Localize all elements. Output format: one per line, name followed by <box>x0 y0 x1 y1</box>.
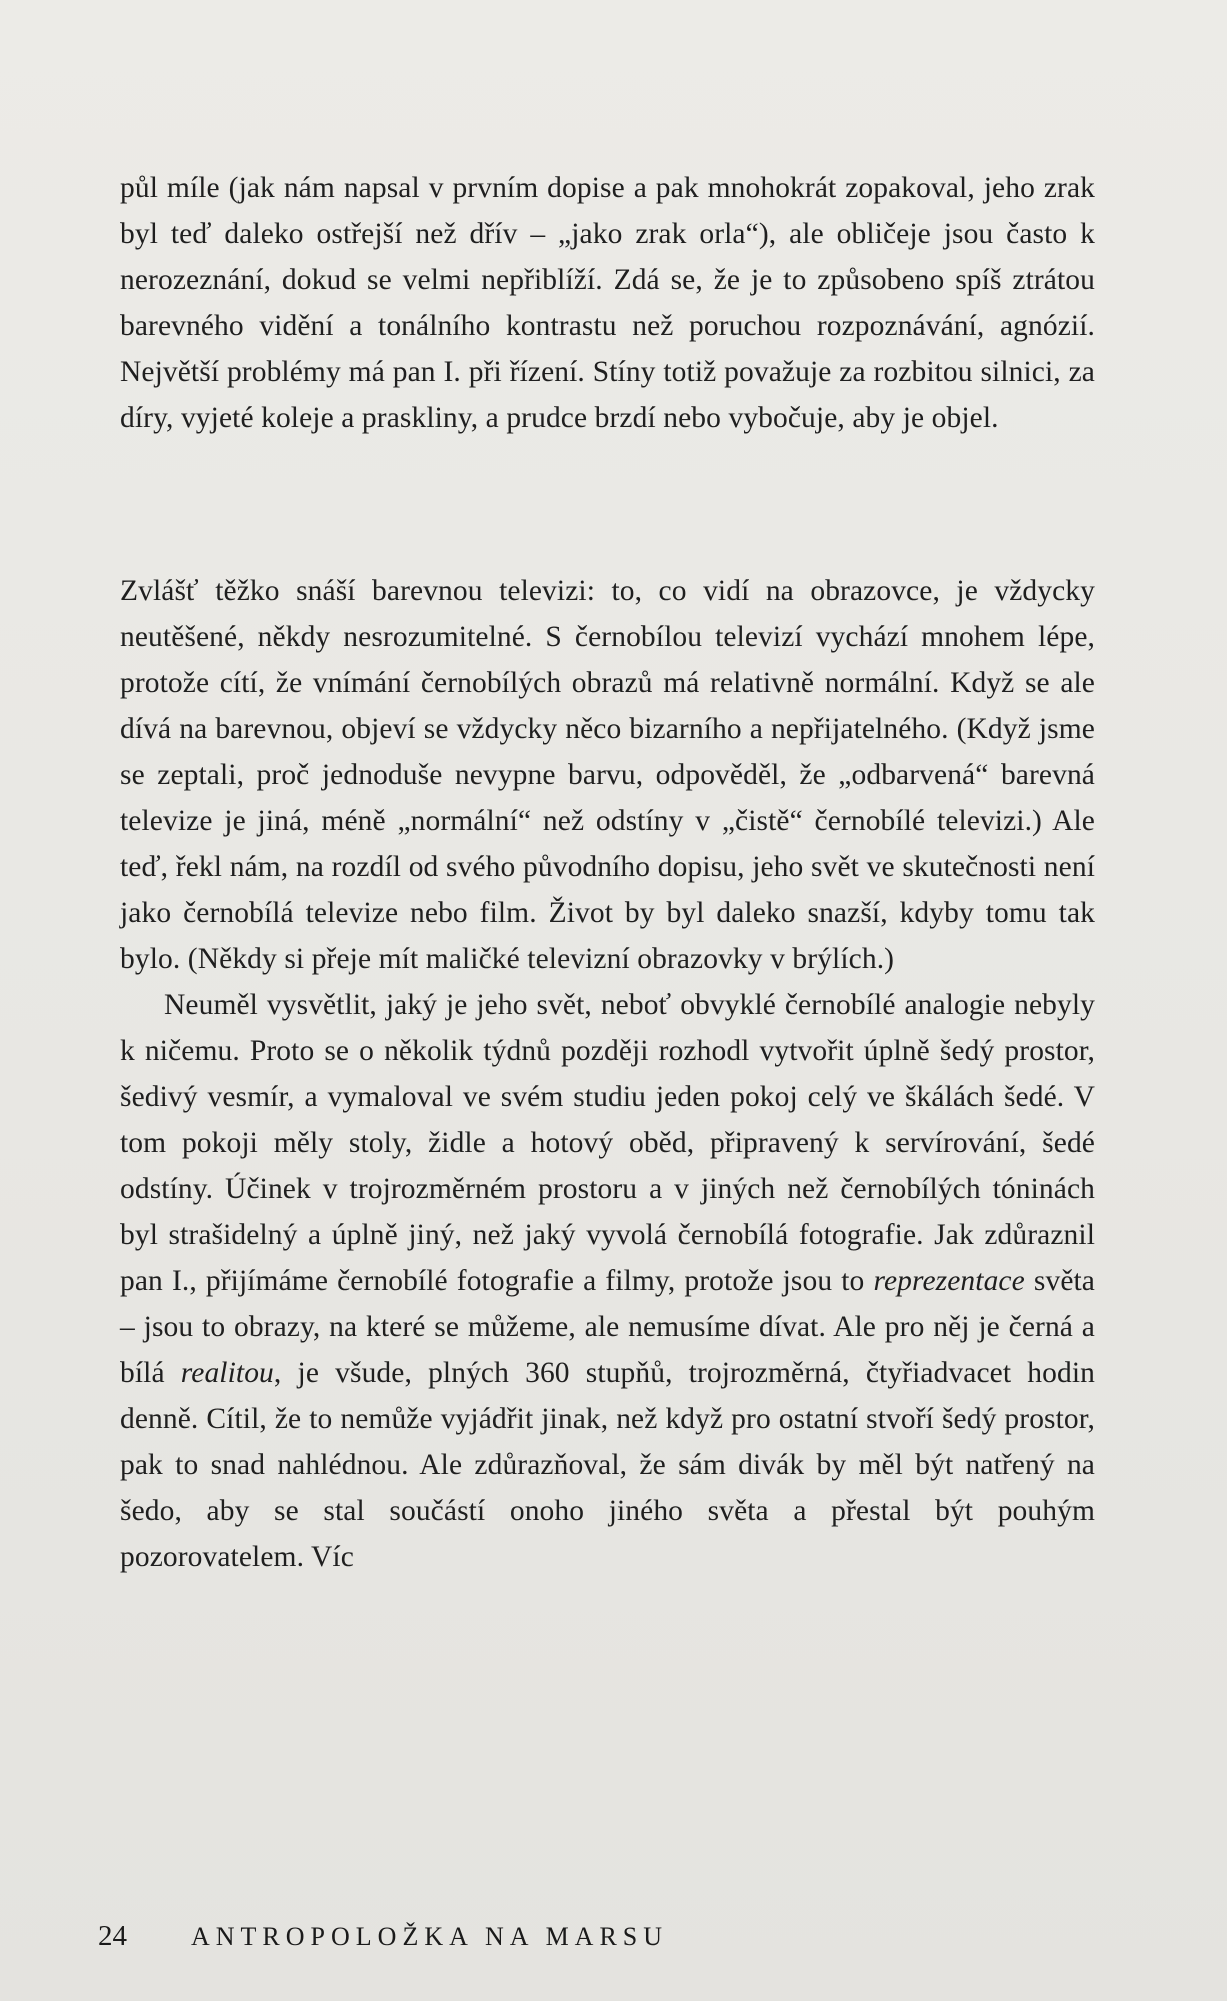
page-number: 24 <box>98 1920 127 1952</box>
running-head: ANTROPOLOŽKA NA MARSU <box>191 1922 669 1951</box>
page-footer <box>98 1920 668 1953</box>
paragraph-3-text-c: , je všude, plných 360 stupňů, trojrozměrná, čtyřiadvacet hodin denně. Cítil, že to nemůže vyjádřit jinak, než když pro ostatní stvoří šedý prostor, pak to snad nahlédnou. Ale zdůrazňoval, že sám divák by měl být natřený na šedo, aby se stal součástí onoho jiného světa a přestal být pouhým pozorovatelem. Víc <box>120 1357 1095 1573</box>
paragraph-1-text: půl míle (jak nám napsal v prvním dopise a pak mnohokrát zopakoval, jeho zrak byl teď daleko ostřejší než dřív – „jako zrak orla“), ale obličeje jsou často k nerozeznání, dokud se velmi nepřiblíží. Zdá se, že je to způsobeno spíš ztrátou barevného vidění a tonálního kontrastu než poruchou rozpoznávání, agnózií. Největší problémy má pan I. při řízení. Stíny totiž považuje za rozbitou silnici, za díry, vyjeté koleje a praskliny, a prudce brzdí nebo vybočuje, aby je objel. <box>120 172 1095 434</box>
paragraph-1 <box>120 165 1095 441</box>
paragraph-3-italic-reprezentace: reprezentace <box>873 1265 1025 1297</box>
paragraph-2-text: Zvlášť těžko snáší barevnou televizi: to, co vidí na obrazovce, je vždycky neutěšené, někdy nesrozumitelné. S černobílou televizí vychází mnohem lépe, protože cítí, že vnímání černobílých obrazů má relativně normální. Když se ale dívá na barevnou, objeví se vždycky něco bizarního a nepřijatelného. (Když jsme se zeptali, proč jednoduše nevypne barvu, odpověděl, že „odbarvená“ barevná televize je jiná, méně „normální“ než odstíny v „čistě“ černobílé televizi.) Ale teď, řekl nám, na rozdíl od svého původního dopisu, jeho svět ve skutečnosti není jako černobílá televize nebo film. Život by byl daleko snazší, kdyby tomu tak bylo. (Někdy si přeje mít maličké televizní obrazovky v brýlích.) <box>120 575 1095 975</box>
paragraph-2 <box>120 568 1095 982</box>
paragraph-3 <box>120 982 1095 1580</box>
paragraph-3-italic-realitou: realitou <box>180 1357 274 1389</box>
body-text-top <box>120 165 1095 441</box>
paragraph-3-text-a: Neuměl vysvětlit, jaký je jeho svět, neboť obvyklé černobílé analogie nebyly k ničemu. Proto se o několik týdnů později rozhodl vytvořit úplně šedý prostor, šedivý vesmír, a vymaloval ve svém studiu jeden pokoj celý ve škálách šedé. V tom pokoji měly stoly, židle a hotový oběd, připravený k servírování, šedé odstíny. Účinek v trojrozměrném prostoru a v jiných než černobílých tóninách byl strašidelný a úplně jiný, než jaký vyvolá černobílá fotografie. Jak zdůraznil pan I., přijímáme černobílé fotografie a filmy, protože jsou to <box>120 989 1095 1297</box>
body-text-main <box>120 568 1095 1580</box>
paragraph-3-text-b: světa – jsou to obrazy, na které se můžeme, ale nemusíme dívat. Ale pro něj je černá a bílá <box>120 1265 1095 1389</box>
